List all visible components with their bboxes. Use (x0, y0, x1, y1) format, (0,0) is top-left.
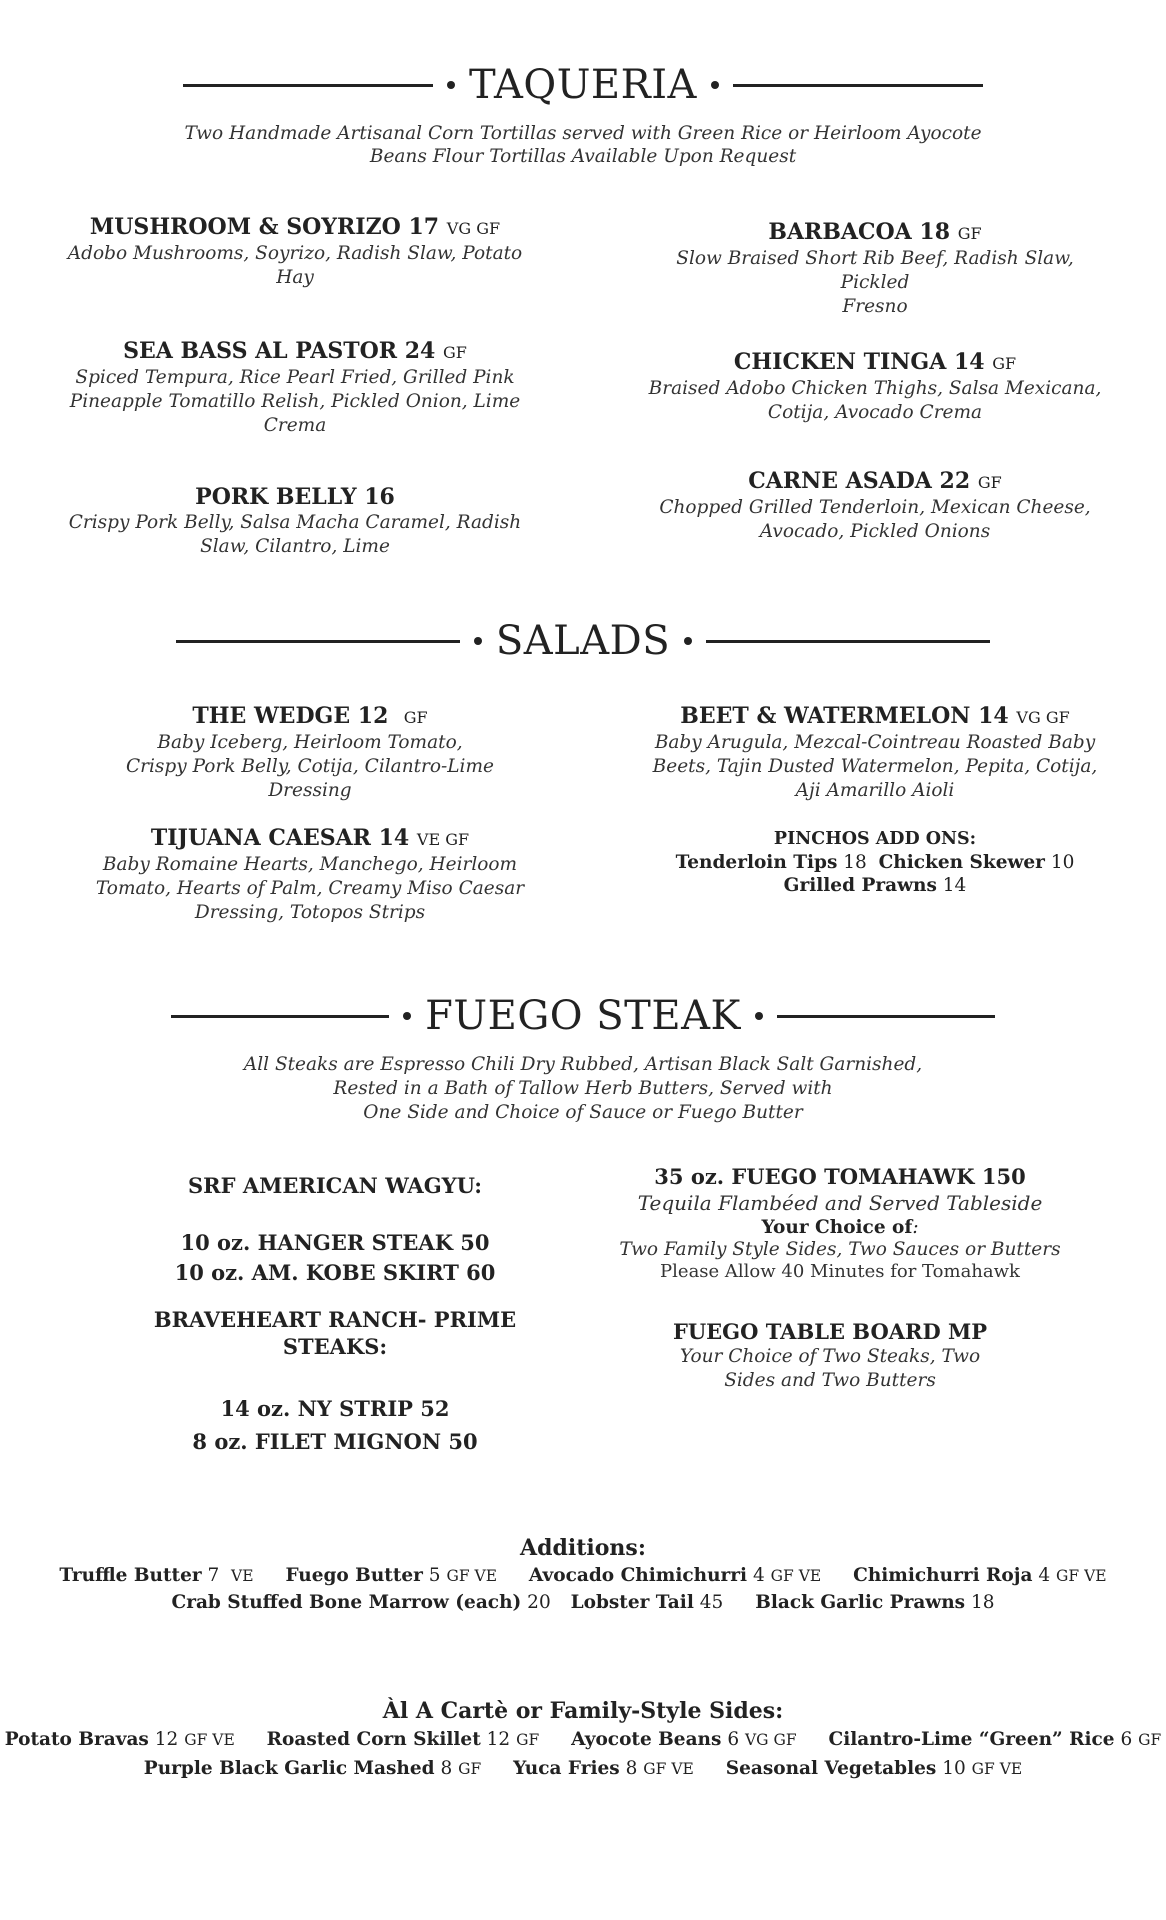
side-tags: VG GF (744, 1731, 797, 1749)
item-description: Baby Iceberg, Heirloom Tomato, (157, 732, 463, 753)
addition-name: Lobster Tail (570, 1592, 694, 1613)
side-name: Cilantro-Lime “Green” Rice (828, 1729, 1115, 1750)
sides-title: Àl A Cartè or Family-Style Sides: (382, 1698, 784, 1724)
bullet-dot (755, 1012, 763, 1020)
bullet-dot (684, 637, 692, 645)
addon-name: Grilled Prawns (783, 875, 937, 896)
divider-line-left (176, 640, 460, 643)
braveheart-heading: STEAKS: (282, 1334, 388, 1359)
menu-item-sea-bass-al-pastor (60, 338, 530, 438)
side-name: Yuca Fries (513, 1758, 620, 1779)
board-description: Your Choice of Two Steaks, Two (679, 1346, 981, 1367)
item-description: Tomato, Hearts of Palm, Creamy Miso Caesar (95, 878, 525, 899)
addon-price: 10 (1050, 852, 1075, 873)
addition-tags: VE (231, 1567, 254, 1585)
addition-tags: GF VE (770, 1567, 822, 1585)
item-description: Dressing, Totopos Strips (194, 902, 426, 923)
item-name: SEA BASS AL PASTOR (123, 338, 398, 364)
addons-title: PINCHOS ADD ONS: (773, 829, 977, 849)
addition-price: 18 (970, 1592, 995, 1613)
item-price: 24 (404, 338, 436, 364)
board-price: MP (948, 1319, 988, 1344)
addition-tags: GF VE (446, 1567, 498, 1585)
addition-name: Chimichurri Roja (853, 1565, 1033, 1586)
item-description: Cotija, Avocado Crema (767, 402, 983, 423)
item-description: Adobo Mushrooms, Soyrizo, Radish Slaw, Potato (67, 243, 523, 264)
item-name: CARNE ASADA (748, 468, 932, 494)
side-price: 12 (154, 1729, 179, 1750)
side-tags: GF VE (643, 1760, 694, 1778)
menu-item-mushroom-soyrizo (60, 214, 530, 290)
side-tags: GF (1138, 1731, 1162, 1749)
fuego-steak-header (0, 993, 1166, 1039)
choice-colon: : (912, 1217, 919, 1238)
steaks-left-column (90, 1171, 580, 1457)
choice-description: Two Family Style Sides, Two Sauces or Butters (619, 1239, 1061, 1260)
item-description: Slaw, Cilantro, Lime (200, 536, 390, 557)
addition-name: Black Garlic Prawns (755, 1592, 966, 1613)
section-title-fuego-steak: FUEGO STEAK (425, 993, 741, 1039)
item-name: CHICKEN TINGA (733, 349, 947, 375)
item-description: Slow Braised Short Rib Beef, Radish Slaw, Pickled (676, 248, 1074, 293)
divider-line-left (183, 84, 433, 87)
menu-item-chicken-tinga (640, 349, 1110, 425)
item-name: PORK BELLY (195, 484, 357, 510)
item-description: Fresno (842, 296, 908, 317)
bullet-dot (447, 81, 455, 89)
sides-row-1 (0, 1726, 1166, 1754)
bullet-dot (403, 1012, 411, 1020)
item-price: 16 (364, 484, 395, 510)
item-description: Baby Romaine Hearts, Manchego, Heirloom (102, 854, 518, 875)
side-name: Roasted Corn Skillet (266, 1729, 481, 1750)
item-description: Beets, Tajin Dusted Watermelon, Pepita, Cotija, (652, 756, 1098, 777)
item-price: 22 (939, 468, 971, 494)
divider-line-right (706, 640, 990, 643)
item-name: TIJUANA CAESAR (150, 825, 371, 851)
side-price: 10 (942, 1758, 966, 1779)
menu-item-pork-belly (60, 484, 530, 559)
item-price: 14 (953, 349, 985, 375)
side-name: Ayocote Beans (571, 1729, 722, 1750)
bullet-dot (474, 637, 482, 645)
bullet-dot (711, 81, 719, 89)
item-price: 18 (919, 219, 951, 245)
intro-line: Rested in a Bath of Tallow Herb Butters, Served with (333, 1078, 833, 1099)
taqueria-intro (0, 122, 1166, 168)
section-title-taqueria: TAQUERIA (469, 62, 697, 108)
item-description: Crispy Pork Belly, Salsa Macha Caramel, Radish (68, 512, 522, 533)
intro-line: Beans Flour Tortillas Available Upon Request (369, 146, 797, 167)
item-tags: GF (957, 224, 982, 243)
steak-kobe-skirt: 10 oz. AM. KOBE SKIRT 60 (174, 1260, 496, 1285)
item-tags: VG GF (1016, 708, 1070, 727)
side-name: Seasonal Vegetables (725, 1758, 937, 1779)
addon-name: Tenderloin Tips (675, 852, 838, 873)
addition-name: Truffle Butter (59, 1565, 202, 1586)
tomahawk-description: Tequila Flambéed and Served Tableside (637, 1191, 1043, 1215)
addon-price: 14 (942, 875, 967, 896)
taqueria-header (0, 62, 1166, 108)
item-description: Crema (263, 415, 327, 436)
menu-item-beet-watermelon (640, 703, 1110, 803)
item-name: BEET & WATERMELON (680, 703, 971, 729)
item-description: Avocado, Pickled Onions (759, 521, 991, 542)
steak-hanger: 10 oz. HANGER STEAK 50 (180, 1230, 490, 1255)
side-tags: GF (516, 1731, 540, 1749)
item-description: Baby Arugula, Mezcal-Cointreau Roasted Baby (654, 732, 1096, 753)
menu-item-carne-asada (640, 468, 1110, 544)
addition-price: 4 (1038, 1565, 1051, 1586)
steak-ny-strip: 14 oz. NY STRIP 52 (220, 1396, 450, 1421)
side-tags: GF VE (184, 1731, 235, 1749)
board-description: Sides and Two Butters (724, 1370, 936, 1391)
item-tags: VG GF (446, 219, 501, 238)
section-title-salads: SALADS (495, 618, 671, 664)
item-price: 14 (378, 825, 410, 851)
item-tags: GF (992, 354, 1017, 373)
item-price: 12 (357, 703, 389, 729)
tomahawk-note: Please Allow 40 Minutes for Tomahawk (660, 1261, 1020, 1282)
table-board-block (590, 1318, 1070, 1393)
sides-row-2 (0, 1755, 1166, 1783)
salads-header (0, 618, 1166, 664)
item-description: Spiced Tempura, Rice Pearl Fried, Grilled Pink (75, 367, 515, 388)
divider-line-left (171, 1015, 389, 1018)
intro-line: All Steaks are Espresso Chili Dry Rubbed, Artisan Black Salt Garnished, (243, 1054, 923, 1075)
tomahawk-block (600, 1163, 1080, 1283)
item-description: Hay (276, 267, 314, 288)
item-price: 17 (408, 214, 440, 240)
item-name: THE WEDGE (192, 703, 351, 729)
choice-label: Your Choice of (761, 1217, 913, 1238)
additions-row-1 (0, 1562, 1166, 1590)
intro-line: Two Handmade Artisanal Corn Tortillas served with Green Rice or Heirloom Ayocote (184, 123, 982, 144)
menu-item-tijuana-caesar (85, 825, 535, 925)
addition-name: Crab Stuffed Bone Marrow (each) (171, 1592, 522, 1613)
menu-item-barbacoa (640, 219, 1110, 319)
side-price: 6 (1120, 1729, 1133, 1750)
addition-price: 7 (207, 1565, 220, 1586)
tomahawk-name: 35 oz. FUEGO TOMAHAWK 150 (654, 1164, 1026, 1189)
addon-name: Chicken Skewer (878, 852, 1045, 873)
fuego-intro (0, 1053, 1166, 1125)
side-price: 12 (486, 1729, 511, 1750)
item-description: Aji Amarillo Aioli (795, 780, 955, 801)
additions-title: Additions: (520, 1535, 646, 1561)
side-tags: GF (458, 1760, 482, 1778)
item-tags: GF (403, 708, 428, 727)
item-tags: GF (977, 473, 1002, 492)
item-description: Crispy Pork Belly, Cotija, Cilantro-Lime Dressing (126, 756, 494, 801)
addon-price: 18 (843, 852, 867, 873)
addition-price: 20 (527, 1592, 551, 1613)
board-name: FUEGO TABLE BOARD (672, 1319, 941, 1344)
addition-price: 45 (699, 1592, 724, 1613)
addition-price: 5 (428, 1565, 441, 1586)
intro-line: One Side and Choice of Sauce or Fuego Butter (363, 1102, 803, 1123)
side-price: 6 (727, 1729, 740, 1750)
steak-filet-mignon: 8 oz. FILET MIGNON 50 (192, 1429, 478, 1454)
braveheart-heading: BRAVEHEART RANCH- PRIME (153, 1307, 517, 1332)
divider-line-right (733, 84, 983, 87)
side-name: Purple Black Garlic Mashed (143, 1758, 435, 1779)
addition-name: Fuego Butter (285, 1565, 423, 1586)
item-price: 14 (978, 703, 1009, 729)
addition-price: 4 (752, 1565, 765, 1586)
side-tags: GF VE (971, 1760, 1023, 1778)
additions-row-2 (0, 1589, 1166, 1616)
addition-tags: GF VE (1056, 1567, 1107, 1585)
side-price: 8 (440, 1758, 453, 1779)
pinchos-add-ons (640, 828, 1110, 897)
wagyu-heading: SRF AMERICAN WAGYU: (188, 1173, 482, 1198)
menu-item-the-wedge (85, 703, 535, 803)
item-name: BARBACOA (768, 219, 912, 245)
divider-line-right (777, 1015, 995, 1018)
item-description: Braised Adobo Chicken Thighs, Salsa Mexicana, (648, 378, 1102, 399)
item-name: MUSHROOM & SOYRIZO (89, 214, 401, 240)
side-price: 8 (625, 1758, 638, 1779)
item-tags: VE GF (416, 830, 470, 849)
side-name: Potato Bravas (4, 1729, 149, 1750)
item-tags: GF (443, 343, 467, 362)
item-description: Chopped Grilled Tenderloin, Mexican Cheese, (659, 497, 1091, 518)
addition-name: Avocado Chimichurri (528, 1565, 748, 1586)
item-description: Pineapple Tomatillo Relish, Pickled Onion, Lime (69, 391, 521, 412)
